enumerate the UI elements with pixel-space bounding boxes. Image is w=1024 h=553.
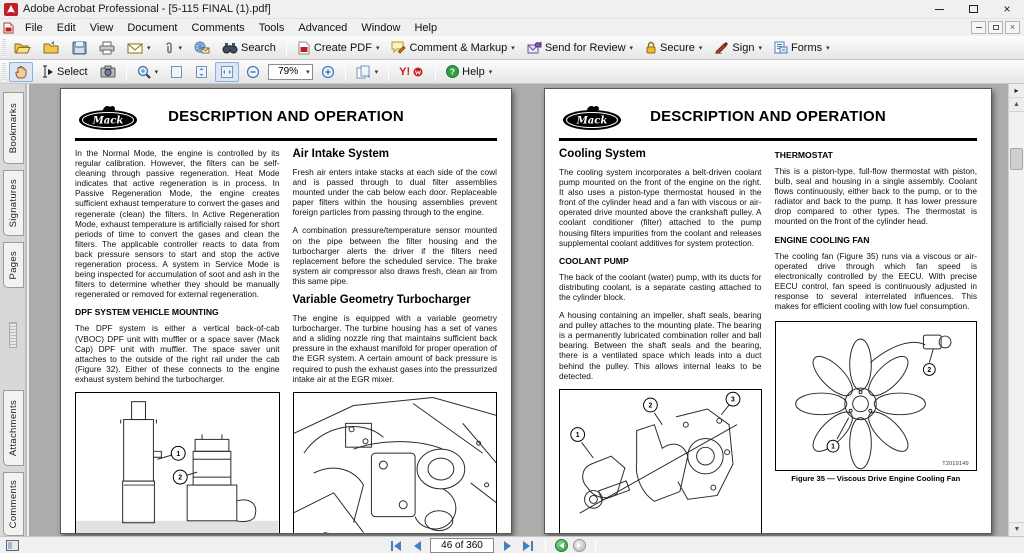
status-bar bbox=[0, 536, 1024, 553]
title-bar bbox=[0, 0, 1024, 19]
zoom-out-icon bbox=[246, 65, 260, 79]
paragraph: In the Normal Mode, the engine is controlled by its regular calibration. However, the filters can be self-cleaning through passive regeneration. Heat Mode indicates that active regeneration is in process. In Passive Regeneration Mode, the engine creates sufficient exhaust temperature to convert the gases and regenerate (clean) the filters. In Active Regeneration Mode, exhaust temperature is artificially raised for short periods of time to convert the gases and clean the filters. The applicable controller reacts to data from back pressure sensors to start and stop the active regeneration process. A system in Service Mode is being inspected for accumulation of soot and ash in the filters to determine whether they should be manually regenerated or removed for external regeneration. bbox=[75, 148, 280, 300]
page-display-button[interactable] bbox=[351, 62, 384, 82]
zoom-tool-button[interactable] bbox=[132, 62, 164, 82]
acrobat-icon bbox=[4, 3, 18, 16]
page-display-icon bbox=[356, 65, 371, 79]
svg-text:1: 1 bbox=[575, 431, 580, 439]
scroll-up-button[interactable]: ▲ bbox=[1009, 98, 1024, 112]
heading-cooling-system: Cooling System bbox=[559, 148, 646, 160]
paperclip-icon bbox=[163, 41, 175, 55]
tab-comments-label: Comments bbox=[8, 479, 19, 529]
comment-markup-label: Comment & Markup bbox=[409, 41, 508, 54]
sign-button[interactable] bbox=[709, 38, 767, 57]
snapshot-tool-button[interactable] bbox=[95, 62, 121, 81]
heading-thermostat: THERMOSTAT bbox=[774, 150, 833, 160]
doc-restore-button[interactable] bbox=[988, 21, 1003, 34]
heading-engine-cooling-fan: ENGINE COOLING FAN bbox=[774, 234, 870, 245]
dropdown-arrow-icon: ▾ bbox=[178, 44, 183, 52]
paragraph: The cooling fan (Figure 35) runs via a viscous or air-operated drive through which fan speed is electronically controlled by the EECU. With precise EECU control, fan speed is continuously adjusted in response to several interrelated influences. This makes for efficient cooling with low fuel consumption. bbox=[774, 250, 977, 312]
tab-signatures[interactable] bbox=[3, 170, 24, 236]
maximize-button[interactable] bbox=[956, 0, 990, 18]
doc-minimize-button[interactable] bbox=[971, 21, 986, 34]
tab-signatures-label: Signatures bbox=[8, 178, 19, 228]
doc-close-button[interactable] bbox=[1005, 21, 1020, 34]
actual-size-button[interactable] bbox=[165, 62, 188, 82]
previous-view-button[interactable] bbox=[555, 539, 568, 552]
file-toolbar bbox=[0, 36, 1024, 60]
fit-page-button[interactable] bbox=[190, 62, 213, 82]
zoom-out-button[interactable] bbox=[241, 62, 265, 82]
figure-coolant-pump bbox=[559, 389, 762, 534]
zoom-level-combobox[interactable] bbox=[268, 64, 313, 80]
open-folder-icon bbox=[14, 41, 31, 55]
previous-view-icon bbox=[558, 542, 565, 549]
paragraph: This is a piston-type, full-flow thermostat with piston, bulb, seal and housing in a single assembly. Coolant flows continuously, either back to the pump, or to the radiator and back to the pump. It has lower pressure drop compared to other types. The thermostat is mounted on the front of the cylinder head. bbox=[774, 166, 977, 227]
next-view-button[interactable] bbox=[573, 539, 586, 552]
globe-mail-icon bbox=[194, 41, 210, 54]
menu-comments[interactable]: Comments bbox=[191, 21, 245, 34]
svg-text:2: 2 bbox=[178, 474, 183, 482]
dropdown-arrow-icon: ▾ bbox=[306, 68, 310, 76]
pane-toggle-button[interactable]: ▸ bbox=[1009, 84, 1024, 98]
zoom-in-button[interactable] bbox=[316, 62, 340, 82]
pdf-document-icon bbox=[3, 22, 14, 34]
pane-resize-grip[interactable] bbox=[9, 322, 17, 348]
menu-document[interactable]: Document bbox=[127, 21, 178, 34]
tab-attachments[interactable] bbox=[3, 390, 24, 466]
secure-button[interactable] bbox=[640, 38, 707, 57]
help-label: Help bbox=[462, 65, 485, 78]
statusbar-separator bbox=[595, 539, 596, 552]
yahoo-badge-icon bbox=[413, 67, 425, 77]
dropdown-arrow-icon: ▾ bbox=[826, 44, 830, 52]
pdf-page-right bbox=[544, 88, 992, 534]
dropdown-arrow-icon: ▾ bbox=[147, 44, 151, 52]
close-icon: × bbox=[1003, 2, 1011, 16]
select-tool-button[interactable] bbox=[35, 62, 93, 81]
page-header bbox=[75, 101, 497, 135]
organizer-button[interactable] bbox=[38, 38, 65, 58]
header-rule bbox=[75, 138, 497, 141]
dropdown-arrow-icon: ▾ bbox=[154, 68, 159, 76]
paragraph: The engine is equipped with a variable geometry turbocharger. The turbine housing has a set of vanes and a sliding nozzle ring that maintains sufficient back pressure in the exhaust manifold for proper operation of the EGR system. A certain amount of back pressure is required to push the exhaust gases into the pressurized intake air at the EGR mixer. bbox=[292, 313, 497, 384]
page-title: DESCRIPTION AND OPERATION bbox=[168, 108, 404, 125]
pdf-page-left bbox=[60, 88, 512, 534]
secure-label: Secure bbox=[660, 41, 695, 54]
send-for-review-button[interactable] bbox=[522, 38, 638, 57]
toolbar-grip[interactable] bbox=[2, 39, 6, 57]
left-page-column-2 bbox=[293, 148, 498, 534]
menu-window[interactable]: Window bbox=[361, 21, 401, 34]
tab-pages-label: Pages bbox=[8, 250, 19, 280]
print-icon bbox=[99, 41, 115, 55]
figure-dpf-units bbox=[75, 392, 280, 534]
maximize-icon bbox=[969, 5, 978, 13]
previous-page-icon bbox=[413, 541, 422, 551]
previous-page-button[interactable] bbox=[409, 539, 425, 553]
toolbar-separator bbox=[286, 39, 287, 57]
heading-vg-turbo: Variable Geometry Turbocharger bbox=[292, 294, 471, 307]
toolbar-grip[interactable] bbox=[2, 63, 6, 81]
doc-minimize-icon bbox=[976, 27, 982, 28]
minimize-icon bbox=[935, 9, 944, 10]
email-review-button[interactable] bbox=[189, 38, 215, 57]
menu-file[interactable]: File bbox=[25, 21, 43, 34]
paragraph: A housing containing an impeller, shaft seals, bearing and pulley attaches to the mounting plate. The bearing is a permanently lubricated combination roller and ball bearing. Between the shaft seals and the bearing, there is a ventilated space which leads into a duct behind the pulley. This allows internal leaks to be detected. bbox=[559, 310, 762, 381]
tab-bookmarks-label: Bookmarks bbox=[8, 102, 19, 154]
attach-button[interactable] bbox=[158, 38, 188, 58]
left-page-column-1 bbox=[75, 148, 280, 534]
next-page-button[interactable] bbox=[499, 539, 515, 553]
actual-size-icon bbox=[170, 65, 183, 79]
svg-text:1: 1 bbox=[830, 443, 835, 451]
heading-dpf-system: DPF SYSTEM VEHICLE MOUNTING bbox=[75, 307, 219, 318]
menu-advanced[interactable]: Advanced bbox=[298, 21, 348, 34]
lock-icon bbox=[645, 41, 657, 54]
forms-label: Forms bbox=[790, 41, 823, 54]
paragraph: Fresh air enters intake stacks at each side of the cowl and is passed through to dual filter assemblies mounted under the cab below each door. Replaceable paper filters within the housing assemblies prevent foreign particles from passing through to the engine. bbox=[292, 167, 497, 218]
toolbar-separator bbox=[345, 63, 346, 81]
heading-coolant-pump: COOLANT PUMP bbox=[559, 255, 629, 266]
status-panel-icon[interactable] bbox=[6, 540, 19, 551]
dropdown-arrow-icon: ▾ bbox=[698, 44, 703, 52]
zoom-in-icon bbox=[321, 65, 335, 79]
statusbar-separator bbox=[545, 539, 546, 552]
save-button[interactable] bbox=[67, 38, 92, 58]
dropdown-arrow-icon: ▾ bbox=[629, 44, 634, 52]
menu-tools[interactable]: Tools bbox=[258, 21, 285, 34]
minimize-button[interactable] bbox=[922, 0, 956, 18]
select-label: Select bbox=[57, 65, 88, 78]
scroll-down-button[interactable]: ▼ bbox=[1009, 522, 1024, 536]
fit-page-icon bbox=[195, 65, 208, 79]
paragraph: The back of the coolant (water) pump, with its ducts for distributing coolant, is a separate casting attached to the cylinder block. bbox=[559, 271, 762, 302]
toolbar-separator bbox=[435, 63, 436, 81]
hand-tool-button[interactable] bbox=[9, 62, 33, 82]
toolbar-separator bbox=[388, 63, 389, 81]
dropdown-arrow-icon: ▾ bbox=[375, 44, 380, 52]
forms-icon bbox=[774, 41, 788, 54]
dropdown-arrow-icon: ▾ bbox=[511, 44, 515, 52]
help-button[interactable] bbox=[441, 62, 497, 81]
select-tool-icon bbox=[40, 65, 54, 78]
svg-text:?: ? bbox=[450, 66, 456, 77]
menu-view[interactable]: View bbox=[89, 21, 114, 34]
document-area[interactable] bbox=[29, 84, 1024, 536]
menu-bar bbox=[0, 19, 1024, 36]
doc-restore-icon bbox=[993, 25, 999, 30]
search-button[interactable] bbox=[217, 39, 281, 57]
window-title: Adobe Acrobat Professional - [5-115 FINAL (1).pdf] bbox=[23, 3, 271, 15]
search-label: Search bbox=[241, 41, 276, 54]
send-review-label: Send for Review bbox=[544, 41, 626, 54]
svg-text:3: 3 bbox=[731, 396, 735, 404]
last-page-button[interactable] bbox=[520, 539, 536, 553]
sign-pen-icon bbox=[714, 41, 729, 54]
sign-label: Sign bbox=[732, 41, 755, 54]
dropdown-arrow-icon: ▾ bbox=[758, 44, 762, 52]
next-page-icon bbox=[503, 541, 512, 551]
email-icon bbox=[127, 42, 143, 54]
fit-width-icon bbox=[220, 65, 234, 79]
fit-width-button[interactable] bbox=[215, 62, 239, 82]
right-page-column-2 bbox=[775, 148, 978, 534]
camera-icon bbox=[100, 65, 116, 78]
page-header bbox=[559, 101, 977, 135]
paragraph: A combination pressure/temperature sensor mounted on the pipe between the filter housing and the turbocharger alerts the driver if the filters need replacement before the scheduled service. The brake system air compressor also draws fresh, clean air from this same pipe. bbox=[292, 225, 497, 286]
create-pdf-label: Create PDF bbox=[313, 41, 372, 54]
first-page-button[interactable] bbox=[388, 539, 404, 553]
comment-markup-icon bbox=[391, 41, 406, 54]
email-button[interactable] bbox=[122, 39, 156, 57]
right-page-column-1 bbox=[559, 148, 762, 534]
heading-air-intake: Air Intake System bbox=[292, 148, 390, 160]
navigation-pane-strip bbox=[0, 84, 27, 536]
save-icon bbox=[72, 41, 87, 55]
print-button[interactable] bbox=[94, 38, 120, 58]
send-review-icon bbox=[527, 41, 542, 54]
page-title: DESCRIPTION AND OPERATION bbox=[650, 108, 886, 125]
zoom-in-magnifier-icon bbox=[137, 65, 151, 79]
dropdown-arrow-icon: ▾ bbox=[374, 68, 379, 76]
scrollbar-thumb[interactable] bbox=[1010, 148, 1023, 170]
toolbar-separator bbox=[126, 63, 127, 81]
figure-turbocharger bbox=[293, 392, 498, 534]
help-icon bbox=[446, 65, 459, 78]
svg-text:2: 2 bbox=[648, 402, 653, 410]
open-button[interactable] bbox=[9, 38, 36, 58]
create-pdf-button[interactable] bbox=[292, 38, 385, 58]
paragraph: The DPF system is either a vertical back-of-cab (VBOC) DPF unit with muffler or a space saver (Mack Cap) DPF unit with muffler. The space saver unit attaches to the outside of the right rail under the cab (Figure 32). Either of these connects to the engine exhaust system behind the turbocharger. bbox=[75, 323, 280, 384]
hand-tool-icon bbox=[14, 65, 28, 79]
figure-caption: Figure 35 — Viscous Drive Engine Cooling Fan bbox=[791, 474, 961, 484]
last-page-icon bbox=[522, 541, 534, 551]
tab-attachments-label: Attachments bbox=[8, 399, 19, 457]
search-binoculars-icon bbox=[222, 42, 238, 54]
comment-markup-button[interactable] bbox=[386, 38, 519, 57]
next-view-icon bbox=[576, 542, 583, 549]
yahoo-icon: Y! bbox=[399, 65, 411, 78]
close-button[interactable] bbox=[990, 0, 1024, 18]
vertical-scrollbar[interactable] bbox=[1008, 84, 1024, 536]
forms-button[interactable] bbox=[769, 38, 835, 57]
paragraph: The cooling system incorporates a belt-driven coolant pump mounted on the front of the engine on the right. It also uses a piston-type thermostat housed in the front of the cylinder head and a fan with viscous or air-operated drive mounted above the crankshaft pulley. A coolant conditioner (filter) attached to the pump housing filters impurities from the coolant and releases supplemental coolant additives for system protection. bbox=[559, 167, 762, 248]
create-pdf-icon bbox=[297, 41, 311, 55]
mack-logo bbox=[77, 103, 139, 131]
yahoo-toolbar-button[interactable] bbox=[394, 63, 430, 81]
first-page-icon bbox=[390, 541, 402, 551]
figure-cooling-fan bbox=[775, 321, 978, 471]
page-number-input[interactable] bbox=[430, 538, 494, 553]
svg-text:Mack: Mack bbox=[92, 115, 124, 127]
mack-logo bbox=[561, 103, 623, 131]
organizer-icon bbox=[43, 41, 60, 55]
menu-help[interactable]: Help bbox=[414, 21, 438, 34]
page-navigation bbox=[388, 538, 600, 553]
zoom-level-value: 79% bbox=[278, 66, 299, 77]
view-toolbar bbox=[0, 60, 1024, 84]
tab-comments[interactable] bbox=[3, 472, 24, 536]
menu-edit[interactable]: Edit bbox=[56, 21, 76, 34]
header-rule bbox=[559, 138, 977, 141]
doc-close-icon: × bbox=[1009, 22, 1016, 32]
figure-code: T2019149 bbox=[941, 460, 969, 467]
dropdown-arrow-icon: ▾ bbox=[488, 68, 493, 76]
svg-text:1: 1 bbox=[176, 450, 181, 458]
tab-pages[interactable] bbox=[3, 242, 24, 288]
tab-bookmarks[interactable] bbox=[3, 92, 24, 164]
svg-text:Mack: Mack bbox=[576, 115, 608, 127]
svg-text:2: 2 bbox=[926, 367, 931, 375]
